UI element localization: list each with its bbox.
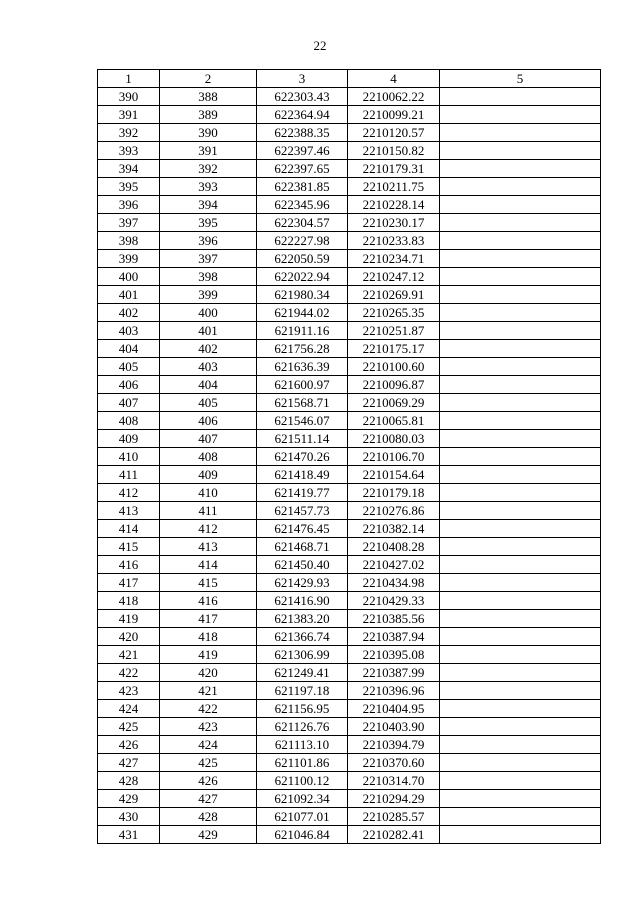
cell-note bbox=[440, 322, 601, 340]
column-header-3: 3 bbox=[257, 70, 348, 88]
cell-y-coordinate: 2210175.17 bbox=[348, 340, 440, 358]
cell-x-coordinate: 622022.94 bbox=[257, 268, 348, 286]
cell-prev-point-number: 420 bbox=[160, 664, 257, 682]
cell-prev-point-number: 408 bbox=[160, 448, 257, 466]
cell-note bbox=[440, 610, 601, 628]
table-row bbox=[98, 574, 601, 592]
cell-prev-point-number: 389 bbox=[160, 106, 257, 124]
cell-x-coordinate: 621457.73 bbox=[257, 502, 348, 520]
cell-note bbox=[440, 646, 601, 664]
cell-x-coordinate: 622364.94 bbox=[257, 106, 348, 124]
cell-note bbox=[440, 664, 601, 682]
table-row bbox=[98, 826, 601, 844]
cell-note bbox=[440, 124, 601, 142]
cell-x-coordinate: 622381.85 bbox=[257, 178, 348, 196]
cell-prev-point-number: 429 bbox=[160, 826, 257, 844]
cell-x-coordinate: 621756.28 bbox=[257, 340, 348, 358]
column-header-4: 4 bbox=[348, 70, 440, 88]
cell-point-number: 407 bbox=[98, 394, 160, 412]
cell-y-coordinate: 2210265.35 bbox=[348, 304, 440, 322]
cell-point-number: 415 bbox=[98, 538, 160, 556]
cell-x-coordinate: 621476.45 bbox=[257, 520, 348, 538]
table-row bbox=[98, 628, 601, 646]
cell-point-number: 423 bbox=[98, 682, 160, 700]
cell-point-number: 396 bbox=[98, 196, 160, 214]
cell-point-number: 413 bbox=[98, 502, 160, 520]
cell-note bbox=[440, 682, 601, 700]
cell-y-coordinate: 2210294.29 bbox=[348, 790, 440, 808]
table-row bbox=[98, 394, 601, 412]
cell-x-coordinate: 621306.99 bbox=[257, 646, 348, 664]
cell-y-coordinate: 2210234.71 bbox=[348, 250, 440, 268]
cell-y-coordinate: 2210282.41 bbox=[348, 826, 440, 844]
table-row bbox=[98, 592, 601, 610]
cell-x-coordinate: 621911.16 bbox=[257, 322, 348, 340]
cell-point-number: 406 bbox=[98, 376, 160, 394]
cell-prev-point-number: 403 bbox=[160, 358, 257, 376]
cell-note bbox=[440, 592, 601, 610]
cell-x-coordinate: 622345.96 bbox=[257, 196, 348, 214]
cell-prev-point-number: 419 bbox=[160, 646, 257, 664]
cell-y-coordinate: 2210408.28 bbox=[348, 538, 440, 556]
cell-x-coordinate: 621468.71 bbox=[257, 538, 348, 556]
table-row bbox=[98, 772, 601, 790]
cell-y-coordinate: 2210228.14 bbox=[348, 196, 440, 214]
cell-note bbox=[440, 250, 601, 268]
cell-y-coordinate: 2210429.33 bbox=[348, 592, 440, 610]
table-row bbox=[98, 178, 601, 196]
cell-note bbox=[440, 268, 601, 286]
cell-x-coordinate: 622397.46 bbox=[257, 142, 348, 160]
cell-y-coordinate: 2210370.60 bbox=[348, 754, 440, 772]
cell-x-coordinate: 621249.41 bbox=[257, 664, 348, 682]
table-row bbox=[98, 160, 601, 178]
cell-point-number: 403 bbox=[98, 322, 160, 340]
cell-note bbox=[440, 232, 601, 250]
cell-point-number: 429 bbox=[98, 790, 160, 808]
cell-y-coordinate: 2210211.75 bbox=[348, 178, 440, 196]
cell-y-coordinate: 2210387.94 bbox=[348, 628, 440, 646]
cell-y-coordinate: 2210403.90 bbox=[348, 718, 440, 736]
cell-prev-point-number: 427 bbox=[160, 790, 257, 808]
cell-prev-point-number: 392 bbox=[160, 160, 257, 178]
table-row bbox=[98, 106, 601, 124]
cell-y-coordinate: 2210062.22 bbox=[348, 88, 440, 106]
table-row bbox=[98, 196, 601, 214]
cell-point-number: 400 bbox=[98, 268, 160, 286]
cell-x-coordinate: 621568.71 bbox=[257, 394, 348, 412]
cell-y-coordinate: 2210096.87 bbox=[348, 376, 440, 394]
cell-x-coordinate: 621450.40 bbox=[257, 556, 348, 574]
cell-prev-point-number: 394 bbox=[160, 196, 257, 214]
table-row bbox=[98, 286, 601, 304]
cell-note bbox=[440, 574, 601, 592]
cell-y-coordinate: 2210100.60 bbox=[348, 358, 440, 376]
cell-prev-point-number: 415 bbox=[160, 574, 257, 592]
cell-prev-point-number: 404 bbox=[160, 376, 257, 394]
cell-x-coordinate: 622304.57 bbox=[257, 214, 348, 232]
table-row bbox=[98, 340, 601, 358]
cell-y-coordinate: 2210385.56 bbox=[348, 610, 440, 628]
cell-point-number: 427 bbox=[98, 754, 160, 772]
cell-note bbox=[440, 754, 601, 772]
page-number: 22 bbox=[313, 38, 327, 53]
cell-note bbox=[440, 772, 601, 790]
cell-point-number: 422 bbox=[98, 664, 160, 682]
cell-point-number: 397 bbox=[98, 214, 160, 232]
table-header-row bbox=[98, 70, 601, 88]
cell-note bbox=[440, 808, 601, 826]
table-row bbox=[98, 322, 601, 340]
cell-y-coordinate: 2210247.12 bbox=[348, 268, 440, 286]
cell-x-coordinate: 621511.14 bbox=[257, 430, 348, 448]
cell-y-coordinate: 2210314.70 bbox=[348, 772, 440, 790]
cell-prev-point-number: 411 bbox=[160, 502, 257, 520]
cell-point-number: 421 bbox=[98, 646, 160, 664]
cell-prev-point-number: 402 bbox=[160, 340, 257, 358]
cell-x-coordinate: 621383.20 bbox=[257, 610, 348, 628]
cell-x-coordinate: 621126.76 bbox=[257, 718, 348, 736]
table-row bbox=[98, 268, 601, 286]
cell-note bbox=[440, 430, 601, 448]
cell-x-coordinate: 621416.90 bbox=[257, 592, 348, 610]
table-row bbox=[98, 232, 601, 250]
cell-prev-point-number: 412 bbox=[160, 520, 257, 538]
cell-y-coordinate: 2210269.91 bbox=[348, 286, 440, 304]
cell-y-coordinate: 2210230.17 bbox=[348, 214, 440, 232]
cell-x-coordinate: 621944.02 bbox=[257, 304, 348, 322]
cell-prev-point-number: 405 bbox=[160, 394, 257, 412]
cell-note bbox=[440, 736, 601, 754]
cell-x-coordinate: 621636.39 bbox=[257, 358, 348, 376]
cell-y-coordinate: 2210382.14 bbox=[348, 520, 440, 538]
cell-x-coordinate: 621546.07 bbox=[257, 412, 348, 430]
cell-x-coordinate: 621077.01 bbox=[257, 808, 348, 826]
table-row bbox=[98, 808, 601, 826]
cell-point-number: 428 bbox=[98, 772, 160, 790]
cell-x-coordinate: 621156.95 bbox=[257, 700, 348, 718]
cell-note bbox=[440, 196, 601, 214]
cell-x-coordinate: 622050.59 bbox=[257, 250, 348, 268]
column-header-1: 1 bbox=[98, 70, 160, 88]
cell-prev-point-number: 422 bbox=[160, 700, 257, 718]
cell-prev-point-number: 393 bbox=[160, 178, 257, 196]
cell-note bbox=[440, 106, 601, 124]
cell-y-coordinate: 2210080.03 bbox=[348, 430, 440, 448]
cell-y-coordinate: 2210285.57 bbox=[348, 808, 440, 826]
cell-prev-point-number: 398 bbox=[160, 268, 257, 286]
cell-point-number: 401 bbox=[98, 286, 160, 304]
cell-prev-point-number: 418 bbox=[160, 628, 257, 646]
table-row bbox=[98, 646, 601, 664]
cell-note bbox=[440, 142, 601, 160]
cell-prev-point-number: 410 bbox=[160, 484, 257, 502]
cell-x-coordinate: 621092.34 bbox=[257, 790, 348, 808]
cell-note bbox=[440, 394, 601, 412]
cell-prev-point-number: 395 bbox=[160, 214, 257, 232]
cell-x-coordinate: 621100.12 bbox=[257, 772, 348, 790]
cell-prev-point-number: 428 bbox=[160, 808, 257, 826]
cell-point-number: 419 bbox=[98, 610, 160, 628]
cell-note bbox=[440, 88, 601, 106]
cell-point-number: 398 bbox=[98, 232, 160, 250]
cell-point-number: 430 bbox=[98, 808, 160, 826]
cell-y-coordinate: 2210251.87 bbox=[348, 322, 440, 340]
cell-prev-point-number: 421 bbox=[160, 682, 257, 700]
cell-y-coordinate: 2210154.64 bbox=[348, 466, 440, 484]
cell-point-number: 420 bbox=[98, 628, 160, 646]
table-row bbox=[98, 736, 601, 754]
cell-prev-point-number: 413 bbox=[160, 538, 257, 556]
cell-prev-point-number: 397 bbox=[160, 250, 257, 268]
cell-note bbox=[440, 718, 601, 736]
cell-y-coordinate: 2210396.96 bbox=[348, 682, 440, 700]
cell-note bbox=[440, 376, 601, 394]
table-row bbox=[98, 412, 601, 430]
cell-point-number: 414 bbox=[98, 520, 160, 538]
cell-prev-point-number: 400 bbox=[160, 304, 257, 322]
cell-prev-point-number: 416 bbox=[160, 592, 257, 610]
cell-point-number: 392 bbox=[98, 124, 160, 142]
cell-note bbox=[440, 520, 601, 538]
cell-prev-point-number: 390 bbox=[160, 124, 257, 142]
cell-point-number: 404 bbox=[98, 340, 160, 358]
cell-point-number: 431 bbox=[98, 826, 160, 844]
cell-note bbox=[440, 358, 601, 376]
cell-prev-point-number: 388 bbox=[160, 88, 257, 106]
table-row bbox=[98, 430, 601, 448]
cell-point-number: 418 bbox=[98, 592, 160, 610]
table-body bbox=[98, 88, 601, 844]
table-row bbox=[98, 484, 601, 502]
cell-note bbox=[440, 628, 601, 646]
cell-x-coordinate: 621470.26 bbox=[257, 448, 348, 466]
table-row bbox=[98, 142, 601, 160]
cell-x-coordinate: 622227.98 bbox=[257, 232, 348, 250]
cell-prev-point-number: 406 bbox=[160, 412, 257, 430]
cell-note bbox=[440, 178, 601, 196]
cell-x-coordinate: 621366.74 bbox=[257, 628, 348, 646]
column-header-2: 2 bbox=[160, 70, 257, 88]
cell-note bbox=[440, 214, 601, 232]
cell-prev-point-number: 414 bbox=[160, 556, 257, 574]
table-row bbox=[98, 358, 601, 376]
cell-prev-point-number: 399 bbox=[160, 286, 257, 304]
cell-x-coordinate: 621429.93 bbox=[257, 574, 348, 592]
cell-x-coordinate: 621600.97 bbox=[257, 376, 348, 394]
cell-point-number: 391 bbox=[98, 106, 160, 124]
cell-x-coordinate: 621046.84 bbox=[257, 826, 348, 844]
table-row bbox=[98, 448, 601, 466]
cell-prev-point-number: 423 bbox=[160, 718, 257, 736]
cell-y-coordinate: 2210404.95 bbox=[348, 700, 440, 718]
cell-x-coordinate: 621101.86 bbox=[257, 754, 348, 772]
table-row bbox=[98, 682, 601, 700]
table-row bbox=[98, 520, 601, 538]
cell-y-coordinate: 2210065.81 bbox=[348, 412, 440, 430]
cell-point-number: 412 bbox=[98, 484, 160, 502]
table-row bbox=[98, 556, 601, 574]
cell-point-number: 405 bbox=[98, 358, 160, 376]
cell-prev-point-number: 417 bbox=[160, 610, 257, 628]
cell-note bbox=[440, 502, 601, 520]
cell-point-number: 417 bbox=[98, 574, 160, 592]
cell-x-coordinate: 621980.34 bbox=[257, 286, 348, 304]
table-row bbox=[98, 250, 601, 268]
cell-prev-point-number: 425 bbox=[160, 754, 257, 772]
table-row bbox=[98, 718, 601, 736]
table-row bbox=[98, 754, 601, 772]
cell-point-number: 410 bbox=[98, 448, 160, 466]
cell-prev-point-number: 424 bbox=[160, 736, 257, 754]
cell-note bbox=[440, 304, 601, 322]
cell-prev-point-number: 391 bbox=[160, 142, 257, 160]
cell-x-coordinate: 621113.10 bbox=[257, 736, 348, 754]
table-row bbox=[98, 502, 601, 520]
cell-note bbox=[440, 700, 601, 718]
cell-y-coordinate: 2210069.29 bbox=[348, 394, 440, 412]
cell-y-coordinate: 2210395.08 bbox=[348, 646, 440, 664]
cell-point-number: 402 bbox=[98, 304, 160, 322]
cell-x-coordinate: 622388.35 bbox=[257, 124, 348, 142]
cell-y-coordinate: 2210179.18 bbox=[348, 484, 440, 502]
cell-note bbox=[440, 556, 601, 574]
cell-prev-point-number: 407 bbox=[160, 430, 257, 448]
cell-note bbox=[440, 160, 601, 178]
cell-point-number: 411 bbox=[98, 466, 160, 484]
cell-point-number: 424 bbox=[98, 700, 160, 718]
cell-point-number: 416 bbox=[98, 556, 160, 574]
cell-note bbox=[440, 826, 601, 844]
cell-point-number: 399 bbox=[98, 250, 160, 268]
cell-note bbox=[440, 412, 601, 430]
cell-note bbox=[440, 484, 601, 502]
cell-y-coordinate: 2210387.99 bbox=[348, 664, 440, 682]
table-row bbox=[98, 376, 601, 394]
cell-y-coordinate: 2210106.70 bbox=[348, 448, 440, 466]
table-row bbox=[98, 790, 601, 808]
table-row bbox=[98, 538, 601, 556]
cell-y-coordinate: 2210179.31 bbox=[348, 160, 440, 178]
cell-note bbox=[440, 340, 601, 358]
cell-point-number: 390 bbox=[98, 88, 160, 106]
cell-prev-point-number: 401 bbox=[160, 322, 257, 340]
cell-y-coordinate: 2210276.86 bbox=[348, 502, 440, 520]
cell-point-number: 395 bbox=[98, 178, 160, 196]
cell-prev-point-number: 396 bbox=[160, 232, 257, 250]
cell-point-number: 409 bbox=[98, 430, 160, 448]
cell-x-coordinate: 621197.18 bbox=[257, 682, 348, 700]
cell-point-number: 394 bbox=[98, 160, 160, 178]
cell-y-coordinate: 2210427.02 bbox=[348, 556, 440, 574]
table-row bbox=[98, 664, 601, 682]
cell-note bbox=[440, 448, 601, 466]
cell-y-coordinate: 2210150.82 bbox=[348, 142, 440, 160]
cell-y-coordinate: 2210434.98 bbox=[348, 574, 440, 592]
cell-y-coordinate: 2210099.21 bbox=[348, 106, 440, 124]
cell-x-coordinate: 622397.65 bbox=[257, 160, 348, 178]
cell-x-coordinate: 621418.49 bbox=[257, 466, 348, 484]
cell-x-coordinate: 621419.77 bbox=[257, 484, 348, 502]
cell-point-number: 425 bbox=[98, 718, 160, 736]
cell-point-number: 393 bbox=[98, 142, 160, 160]
cell-y-coordinate: 2210120.57 bbox=[348, 124, 440, 142]
table-row bbox=[98, 466, 601, 484]
cell-prev-point-number: 426 bbox=[160, 772, 257, 790]
cell-note bbox=[440, 286, 601, 304]
cell-point-number: 426 bbox=[98, 736, 160, 754]
table-row bbox=[98, 304, 601, 322]
table-row bbox=[98, 124, 601, 142]
cell-y-coordinate: 2210394.79 bbox=[348, 736, 440, 754]
cell-note bbox=[440, 466, 601, 484]
table-row bbox=[98, 610, 601, 628]
cell-prev-point-number: 409 bbox=[160, 466, 257, 484]
cell-note bbox=[440, 538, 601, 556]
cell-point-number: 408 bbox=[98, 412, 160, 430]
column-header-5: 5 bbox=[440, 70, 601, 88]
table-row bbox=[98, 214, 601, 232]
cell-note bbox=[440, 790, 601, 808]
table-row bbox=[98, 88, 601, 106]
cell-x-coordinate: 622303.43 bbox=[257, 88, 348, 106]
cell-y-coordinate: 2210233.83 bbox=[348, 232, 440, 250]
coordinates-table bbox=[97, 69, 601, 844]
table-row bbox=[98, 700, 601, 718]
